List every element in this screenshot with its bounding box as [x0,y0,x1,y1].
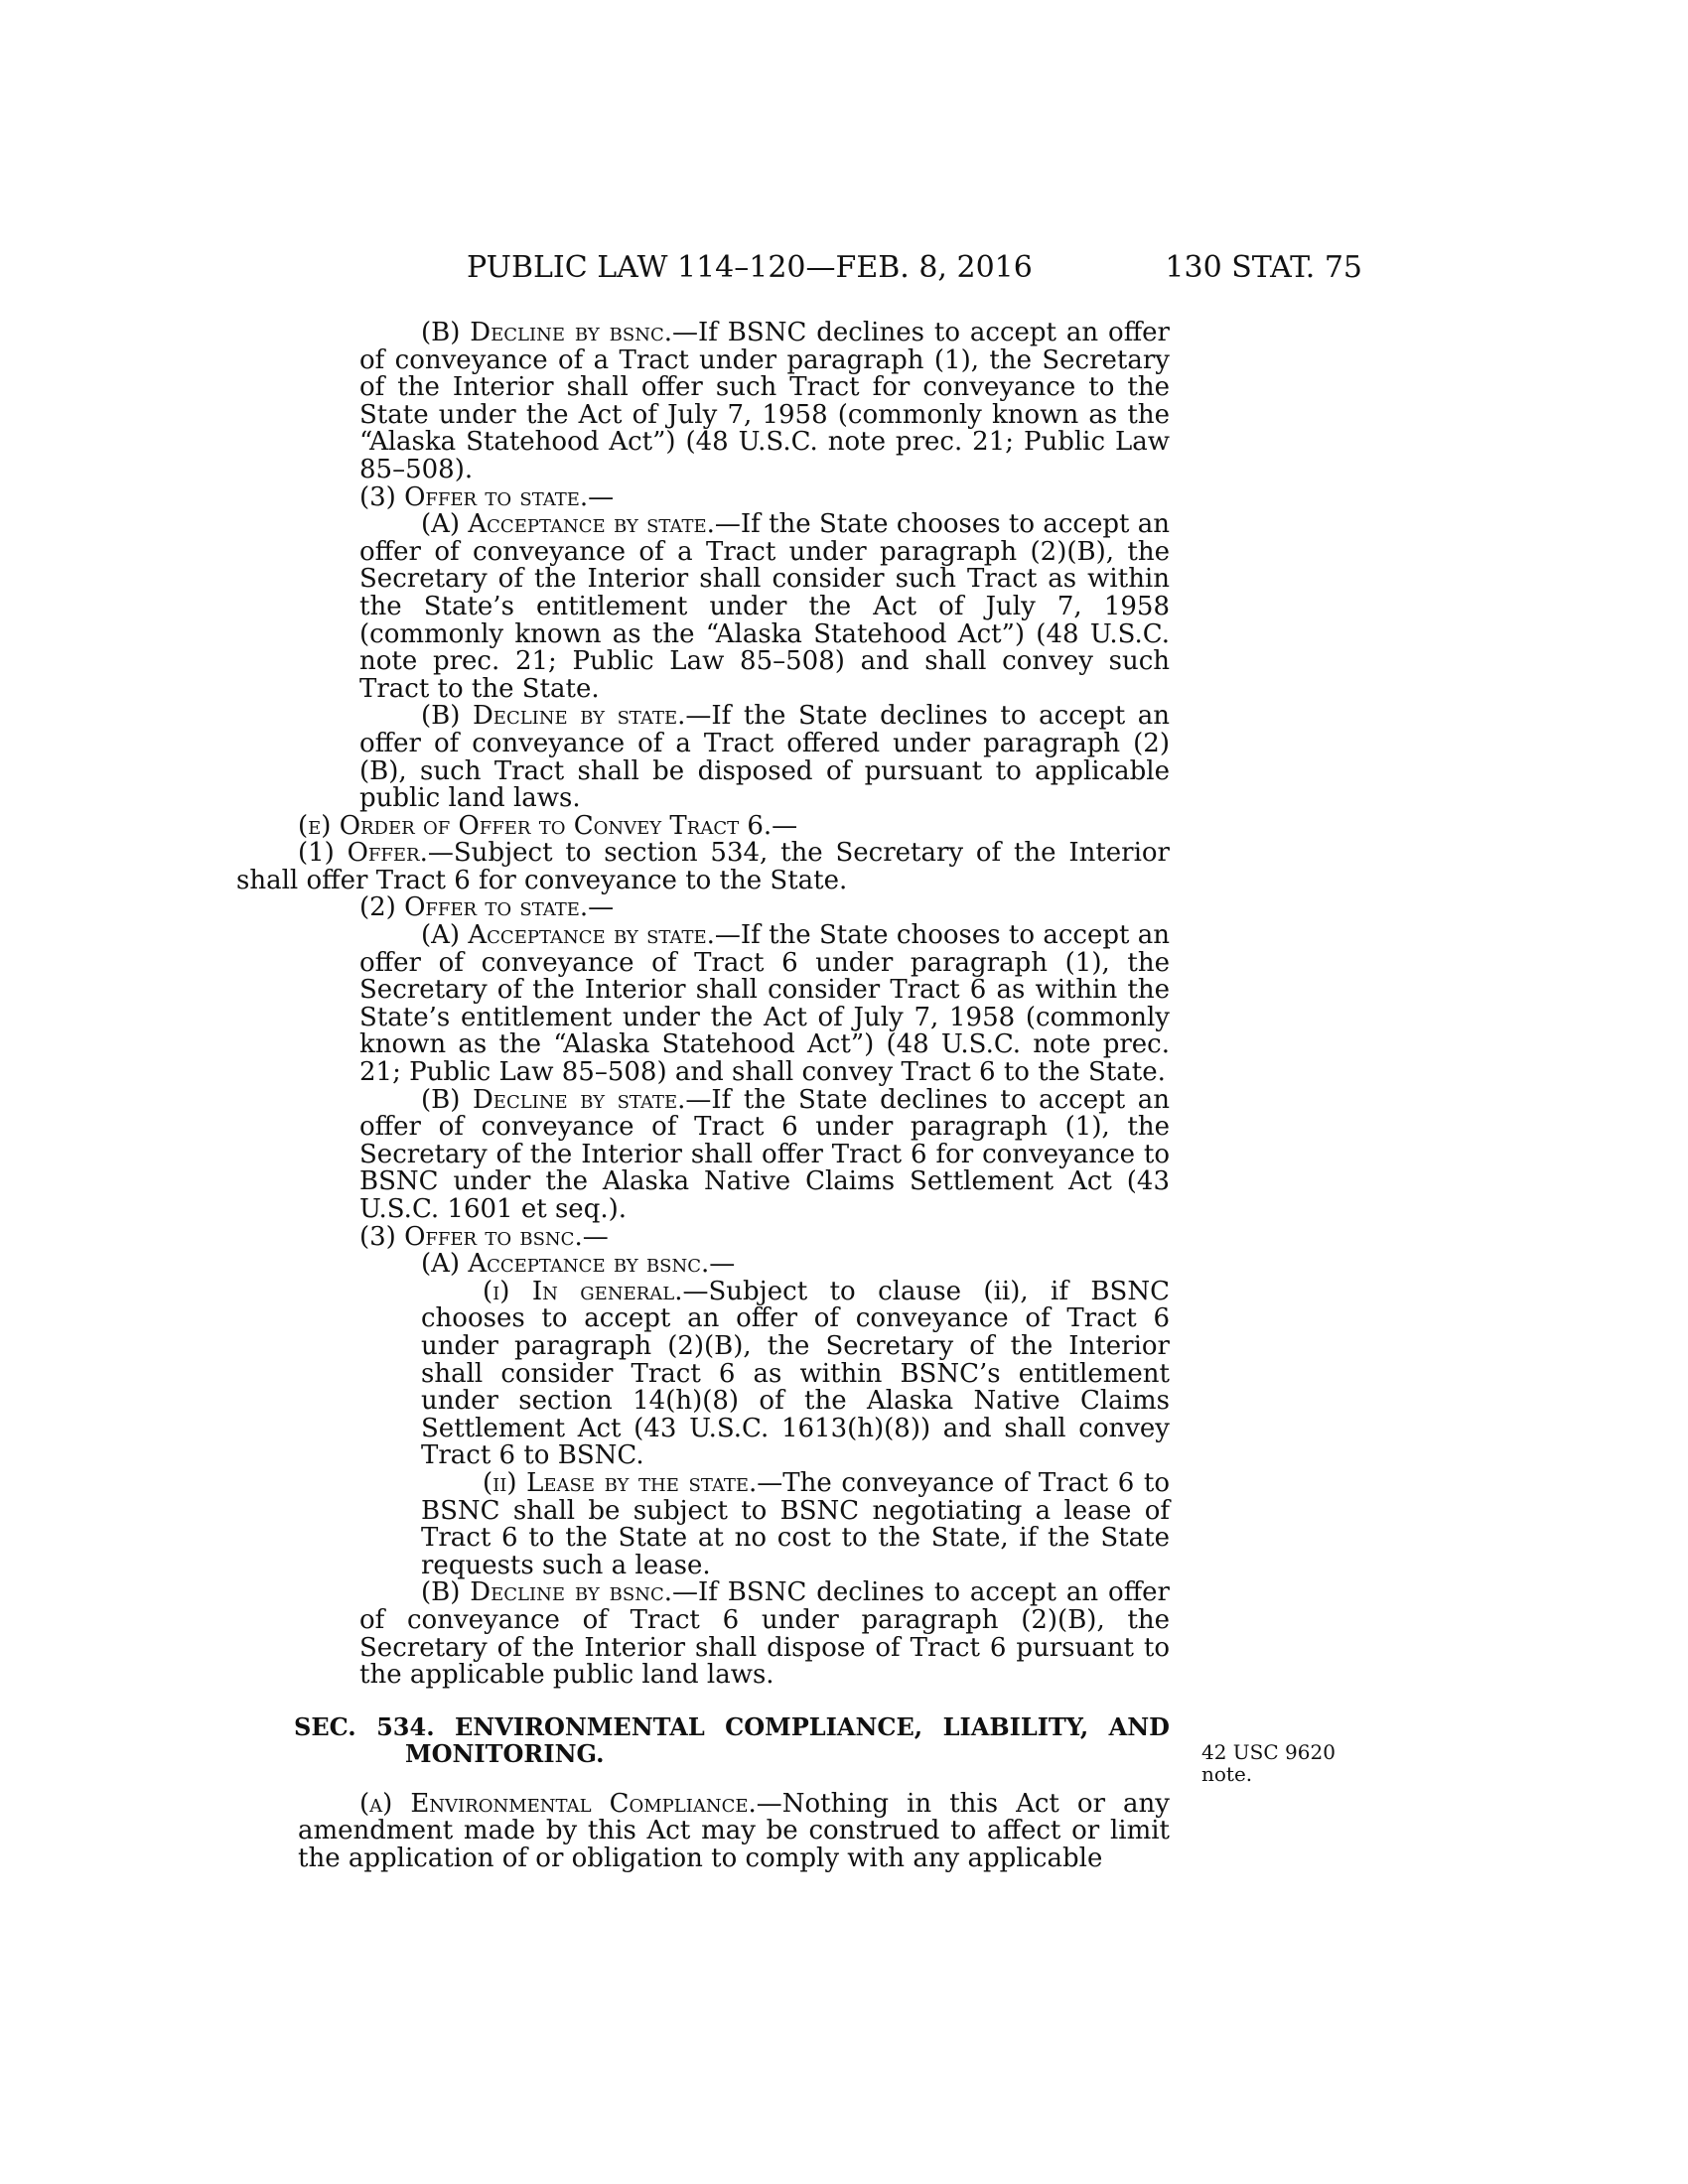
paragraph-3-offer-to-state: (3) Offer to state.— [359,481,615,512]
paragraph-a-acceptance-by-bsnc: (A) Acceptance by bsnc.— [421,1249,736,1280]
section-534 [294,1713,1170,1767]
paragraph-2-offer-to-state: (2) Offer to state.— [359,892,615,923]
paragraph-b-decline-by-state: (B) Decline by state.—If the State declines to accept an offer of conveyance of a Tract offered under paragraph (2)(B), such Tract shall be disposed of pursuant to applicable public land laws. [359,701,1170,814]
paragraph-1-offer: (1) Offer.—Subject to section 534, the Secretary of the Interior shall offer Tract 6 for conveyance to the State. [236,838,1170,895]
page-header [0,250,1688,290]
clause-i-in-general: (i) In general.—Subject to clause (ii), if BSNC chooses to accept an offer of conveyance of Tract 6 under paragraph (2)(B), the Secretary of the Interior shall consider Tract 6 as within BSNC’s entitlement under section 14(h)(8) of the Alaska Native Claims Settlement Act (43 U.S.C. 1613(h)(8)) and shall convey Tract 6 to BSNC. [421,1276,1170,1471]
running-head: PUBLIC LAW 114–120—FEB. 8, 2016 [467,250,1033,285]
paragraph-e-order-of-offer: (e) Order of Offer to Convey Tract 6.— [298,810,798,841]
paragraph-a-environmental-compliance: (a) Environmental Compliance.—Nothing in this Act or any amendment made by this Act may be construed to affect or limit the application of or obligation to comply with any applicable [298,1788,1170,1873]
paragraph-a-acceptance-by-state: (A) Acceptance by state.—If the State chooses to accept an offer of conveyance of a Tract under paragraph (2)(B), the Secretary of the Interior shall consider such Tract as within the State’s entitlement under the Act of July 7, 1958 (commonly known as the “Alaska Statehood Act”) (48 U.S.C. note prec. 21; Public Law 85–508) and shall convey such Tract to the State. [359,509,1170,704]
paragraph-b-decline-by-bsnc: (B) Decline by bsnc.—If BSNC declines to accept an offer of conveyance of a Tract under paragraph (1), the Secretary of the Interior shall offer such Tract for conveyance to the State under the Act of July 7, 1958 (commonly known as the “Alaska Statehood Act”) (48 U.S.C. note prec. 21; Public Law 85–508). [359,318,1170,484]
paragraph-b-decline-by-bsnc-tract6: (B) Decline by bsnc.—If BSNC declines to accept an offer of conveyance of Tract 6 under paragraph (2)(B), the Secretary of the Interior shall dispose of Tract 6 pursuant to the applicable public land laws. [359,1577,1170,1691]
paragraph-3-offer-to-bsnc: (3) Offer to bsnc.— [359,1221,609,1252]
paragraph-a-acceptance-by-state-tract6: (A) Acceptance by state.—If the State chooses to accept an offer of conveyance of Tract 6 under paragraph (1), the Secretary of the Interior shall consider Tract 6 as within the State’s entitlement under the Act of July 7, 1958 (commonly known as the “Alaska Statehood Act”) (48 U.S.C. note prec. 21; Public Law 85–508) and shall convey Tract 6 to the State. [359,920,1170,1088]
paragraph-b-decline-by-state-tract6: (B) Decline by state.—If the State declines to accept an offer of conveyance of Tract 6 under paragraph (1), the Secretary of the Interior shall offer Tract 6 for conveyance to BSNC under the Alaska Native Claims Settlement Act (43 U.S.C. 1601 et seq.). [359,1084,1170,1224]
clause-ii-lease-by-the-state: (ii) Lease by the state.—The conveyance of Tract 6 to BSNC shall be subject to BSNC negotiating a lease of Tract 6 to the State at no cost to the State, if the State requests such a lease. [421,1467,1171,1580]
page-number: 130 STAT. 75 [1165,250,1362,285]
section-heading: SEC. 534. ENVIRONMENTAL COMPLIANCE, LIABILITY, AND MONITORING. [294,1711,1170,1768]
margin-note: 42 USC 9620 note. [1201,1740,1336,1786]
body-text [236,318,1171,1873]
